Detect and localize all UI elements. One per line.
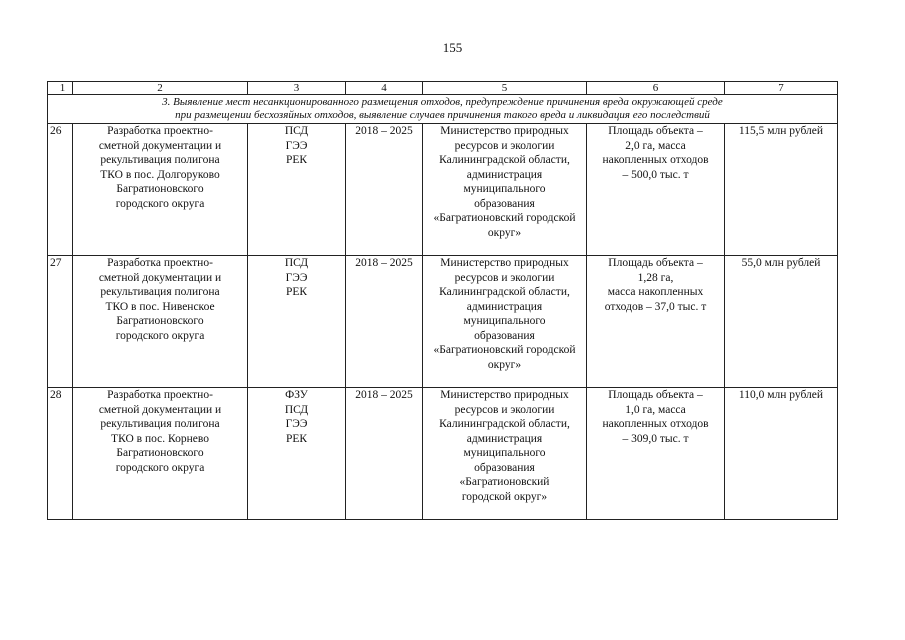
cell-text-line: РЕК [285,154,308,166]
cell-text-line: Багратионовского [116,315,204,327]
measure-name-cell [73,388,248,520]
cell-text-line: рекультивация полигона [100,418,220,430]
cell-text-line: округ» [487,226,522,239]
cell-text-line: «Багратионовский [459,476,550,488]
cell-text-line: 1,28 га, [637,271,674,284]
cost-cell: 115,5 млн рублей [725,124,838,256]
cell-text-line: РЕК [285,286,308,298]
cell-text-line: Багратионовского [116,447,204,459]
cell-text-line: рекультивация полигона [100,286,220,298]
cell-text-line: Разработка проектно- [107,125,213,137]
cell-text-line: сметной документации и [98,271,222,284]
cell-text-line: администрация [466,168,543,181]
cell-text-line: ГЭЭ [285,271,308,284]
cell-text-line: ПСД [284,403,309,416]
cell-text-line: – 500,0 тыс. т [622,168,689,181]
column-numbers-row [48,82,838,95]
cell-text-line: ГЭЭ [285,418,308,430]
cell-text-line: Разработка проектно- [107,389,213,401]
cell-text-line: ресурсов и экологии [454,139,555,152]
column-header: 4 [346,82,423,95]
stage-codes-cell [248,256,346,388]
cell-text-line: «Багратионовский городской [433,212,576,224]
cell-text-line: отходов – 37,0 тыс. т [604,300,707,313]
executor-cell [423,388,587,520]
row-number: 27 [48,256,73,388]
period-cell: 2018 – 2025 [346,388,423,520]
column-header: 5 [423,82,587,95]
indicator-cell [587,388,725,520]
table-row [48,124,838,256]
cell-text-line: ресурсов и экологии [454,403,555,416]
cell-text-line: ГЭЭ [285,139,308,152]
cell-text-line: 1,0 га, масса [625,403,686,416]
section-title [48,95,838,124]
cell-text-line: 2,0 га, масса [625,139,686,152]
cost-cell: 55,0 млн рублей [725,256,838,388]
cell-text-line: ТКО в пос. Корнево [111,432,209,445]
cell-text-line: муниципального [463,183,546,195]
cell-text-line: муниципального [463,447,546,459]
cell-text-line: ТКО в пос. Нивенское [105,300,215,313]
cell-text-line: городского округа [115,461,205,474]
stage-codes-cell [248,124,346,256]
period-cell: 2018 – 2025 [346,256,423,388]
cell-text-line: сметной документации и [98,403,222,416]
cell-text-line: Министерство природных [440,125,569,137]
cell-text-line: сметной документации и [98,139,222,152]
cell-text-line: округ» [487,358,522,371]
cell-text-line: накопленных отходов [602,154,709,166]
cell-text-line: Площадь объекта – [608,125,703,137]
cell-text-line: городского округа [115,197,205,210]
page-number: 155 [442,40,463,55]
column-header: 6 [587,82,725,95]
cell-text-line: ФЗУ [285,389,308,401]
column-header: 3 [248,82,346,95]
cell-text-line: Министерство природных [440,257,569,269]
indicator-cell [587,124,725,256]
cell-text-line: образования [474,197,535,210]
executor-cell [423,256,587,388]
cell-text-line: Калининградской области, [439,286,570,298]
measures-table [47,81,838,520]
cell-text-line: ТКО в пос. Долгоруково [100,168,220,181]
cell-text-line: администрация [466,300,543,313]
executor-cell [423,124,587,256]
section-title-line: 3. Выявление мест несанкционированного размещения отходов, предупреждение причинения вреда окружающей среде [162,96,723,108]
period-cell: 2018 – 2025 [346,124,423,256]
section-title-line: при размещении бесхозяйных отходов, выявление случаев причинения такого вреда и ликвидация его последствий [175,109,710,121]
column-header: 7 [725,82,838,95]
row-number: 28 [48,388,73,520]
cell-text-line: – 309,0 тыс. т [622,432,689,445]
cell-text-line: Калининградской области, [439,418,570,430]
cell-text-line: городской округ» [461,490,548,503]
cell-text-line: «Багратионовский городской [433,344,576,356]
cell-text-line: администрация [466,432,543,445]
cell-text-line: городского округа [115,329,205,342]
cell-text-line: ресурсов и экологии [454,271,555,284]
measure-name-cell [73,256,248,388]
cost-cell: 110,0 млн рублей [725,388,838,520]
cell-text-line: Багратионовского [116,183,204,195]
cell-text-line: РЕК [285,432,308,445]
stage-codes-cell [248,388,346,520]
cell-text-line: Калининградской области, [439,154,570,166]
column-header: 2 [73,82,248,95]
cell-text-line: образования [474,461,535,474]
cell-text-line: Министерство природных [440,389,569,401]
cell-text-line: Площадь объекта – [608,257,703,269]
cell-text-line: ПСД [284,125,309,137]
cell-text-line: накопленных отходов [602,418,709,430]
measure-name-cell [73,124,248,256]
cell-text-line: Площадь объекта – [608,389,703,401]
cell-text-line: муниципального [463,315,546,327]
cell-text-line: Разработка проектно- [107,257,213,269]
cell-text-line: рекультивация полигона [100,154,220,166]
section-title-row [48,95,838,124]
cell-text-line: образования [474,329,535,342]
table-row [48,256,838,388]
indicator-cell [587,256,725,388]
column-header: 1 [48,82,73,95]
table-row [48,388,838,520]
cell-text-line: масса накопленных [607,286,704,298]
cell-text-line: ПСД [284,257,309,269]
row-number: 26 [48,124,73,256]
